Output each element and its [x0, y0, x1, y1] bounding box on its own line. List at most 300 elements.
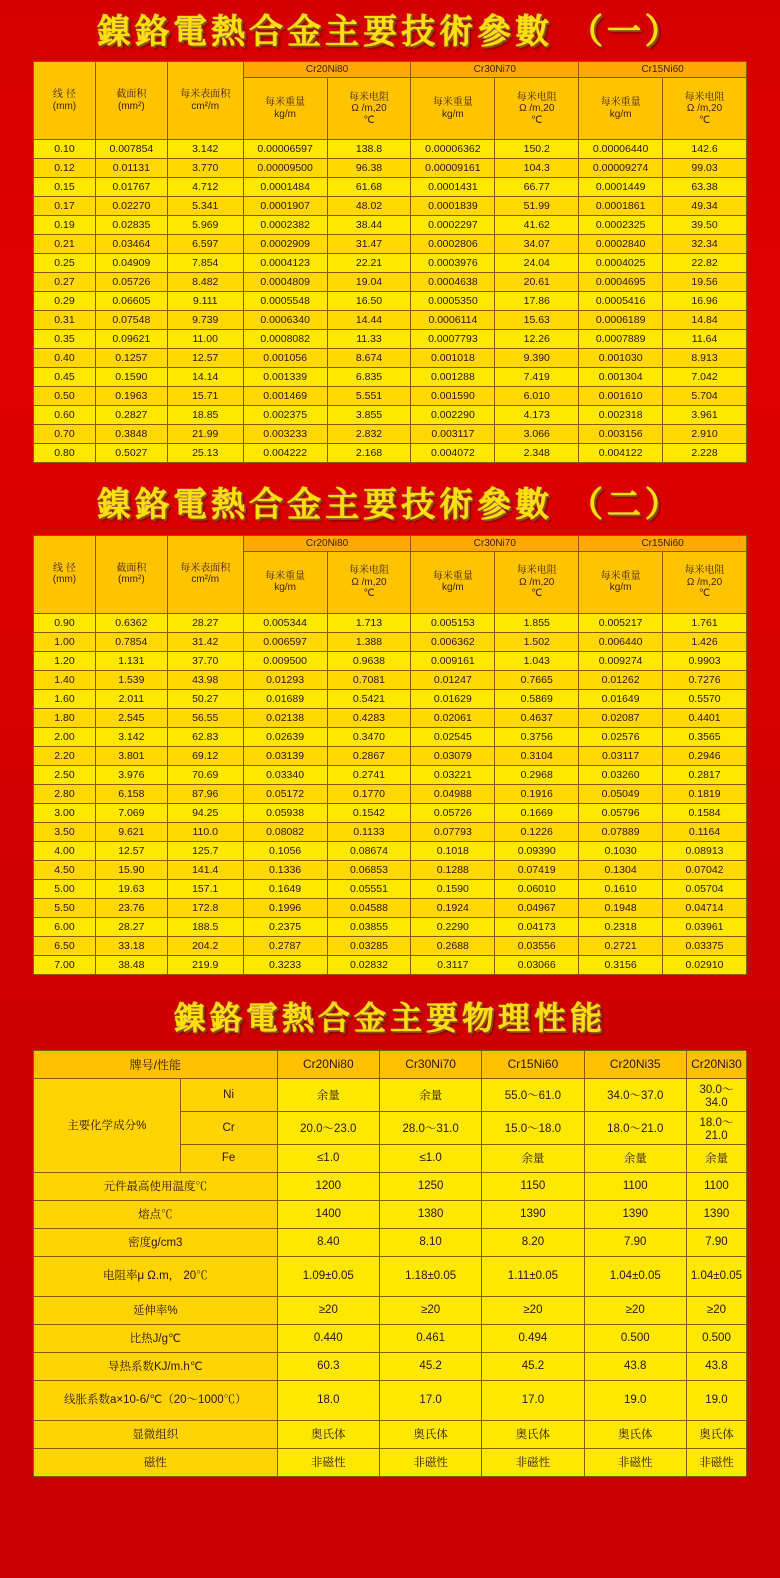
header-resistance-3-line3: ℃: [698, 114, 711, 126]
table-cell: 0.0002382: [243, 216, 327, 235]
table-cell: 16.50: [327, 292, 411, 311]
table-cell: 0.1948: [579, 898, 663, 917]
table-row: [34, 955, 747, 974]
table-cell: 0.05172: [243, 784, 327, 803]
table-cell: 7.854: [167, 254, 243, 273]
table-cell: 0.04714: [663, 898, 747, 917]
table-cell: 0.2290: [411, 917, 495, 936]
header-surface-line1: 每米表面积: [180, 89, 231, 101]
table-cell: 0.7665: [495, 670, 579, 689]
header-resistance-1: [327, 78, 411, 140]
table-cell: 219.9: [167, 955, 243, 974]
cell-diameter: 0.19: [34, 216, 96, 235]
table-cell: 6.158: [95, 784, 167, 803]
table-cell: 9.111: [167, 292, 243, 311]
header2-weight-3-line1: 每米重量: [600, 570, 641, 582]
table-cell: 2.832: [327, 425, 411, 444]
table-row: [34, 917, 747, 936]
cell-diameter: 1.00: [34, 632, 96, 651]
header2-res-3-line1: 每米电阻: [684, 565, 725, 577]
table-cell: 0.1610: [579, 879, 663, 898]
table-cell: 非磁性: [379, 1448, 481, 1476]
table-cell: 2.011: [95, 689, 167, 708]
table-cell: 0.0001861: [579, 197, 663, 216]
table-cell: 0.1649: [243, 879, 327, 898]
cell-diameter: 0.21: [34, 235, 96, 254]
table-cell: 104.3: [495, 159, 579, 178]
table-cell: 188.5: [167, 917, 243, 936]
table-cell: 56.55: [167, 708, 243, 727]
table-cell: 0.001304: [579, 368, 663, 387]
table-row: [34, 1078, 747, 1111]
table-cell: 0.01767: [95, 178, 167, 197]
table-cell: 1390: [686, 1200, 746, 1228]
table-cell: 0.440: [277, 1324, 379, 1352]
table-row: [34, 1256, 747, 1296]
table-cell: 奥氏体: [482, 1420, 584, 1448]
table-cell: 0.00006362: [411, 140, 495, 159]
table-cell: 0.494: [482, 1324, 584, 1352]
table-cell: 0.1133: [327, 822, 411, 841]
table3-body: [34, 1050, 747, 1476]
table-cell: 0.00006440: [579, 140, 663, 159]
table-cell: 0.06853: [327, 860, 411, 879]
table-cell: 0.03117: [579, 746, 663, 765]
header2-res-2-line3: ℃: [531, 588, 543, 600]
table-row: [34, 936, 747, 955]
table-cell: 0.06605: [95, 292, 167, 311]
table-cell: 22.82: [663, 254, 747, 273]
table-cell: 0.03221: [411, 765, 495, 784]
table-cell: 38.44: [327, 216, 411, 235]
table-cell: 6.010: [495, 387, 579, 406]
table-cell: 0.005217: [579, 613, 663, 632]
header-resistance-2-line2: Ω /m,20: [519, 103, 555, 115]
table-cell: 0.1226: [495, 822, 579, 841]
table-cell: 0.07042: [663, 860, 747, 879]
table-cell: 0.05049: [579, 784, 663, 803]
table-cell: 0.02270: [95, 197, 167, 216]
table-cell: 0.01262: [579, 670, 663, 689]
table-cell: 0.009161: [411, 651, 495, 670]
header-resistance-2: [495, 551, 579, 613]
header2-res-2-line1: 每米电阻: [516, 565, 557, 577]
table-cell: 94.25: [167, 803, 243, 822]
table-cell: 6.597: [167, 235, 243, 254]
table-row: [34, 311, 747, 330]
table-cell: 8.10: [379, 1228, 481, 1256]
header-weight-3: [579, 78, 663, 140]
table-cell: 45.2: [379, 1352, 481, 1380]
table-cell: 0.1542: [327, 803, 411, 822]
table-cell: 1400: [277, 1200, 379, 1228]
table-cell: 1.761: [663, 613, 747, 632]
row-label: 元件最高使用温度℃: [34, 1172, 278, 1200]
table-cell: 0.3848: [95, 425, 167, 444]
table-row: [34, 784, 747, 803]
header-group-cr30ni70: Cr30Ni70: [411, 62, 579, 78]
header-weight-2-line1: 每米重量: [432, 97, 473, 109]
table-cell: 9.390: [495, 349, 579, 368]
table-cell: 0.4283: [327, 708, 411, 727]
row-label: 电阻率μ Ω.m， 20℃: [34, 1256, 278, 1296]
table-cell: 19.0: [686, 1380, 746, 1420]
table-cell: 172.8: [167, 898, 243, 917]
row-label: 导热系数KJ/m.h℃: [34, 1352, 278, 1380]
header-group-cr15ni60: Cr15Ni60: [579, 535, 747, 551]
header-diameter-line1: 线 径: [53, 89, 76, 101]
header2-surface-line1: 每米表面积: [180, 562, 231, 574]
table-cell: 0.7854: [95, 632, 167, 651]
table-cell: 0.4637: [495, 708, 579, 727]
cell-diameter: 0.60: [34, 406, 96, 425]
header2-area-line1: 截面积: [116, 562, 147, 574]
row-label-element-fe: Fe: [180, 1144, 277, 1172]
table-cell: 0.461: [379, 1324, 481, 1352]
table-cell: 1200: [277, 1172, 379, 1200]
table-row: [34, 140, 747, 159]
table-cell: 0.0004638: [411, 273, 495, 292]
table-cell: 0.1924: [411, 898, 495, 917]
row-label-element-ni: Ni: [180, 1078, 277, 1111]
table-row: [34, 1380, 747, 1420]
table-cell: 87.96: [167, 784, 243, 803]
table-cell: 19.63: [95, 879, 167, 898]
table-cell: 0.02835: [95, 216, 167, 235]
table-cell: 18.0～21.0: [686, 1111, 746, 1144]
table-cell: 0.07793: [411, 822, 495, 841]
cell-diameter: 4.50: [34, 860, 96, 879]
table-cell: 34.0～37.0: [584, 1078, 686, 1111]
table-cell: 0.0002840: [579, 235, 663, 254]
table-cell: 0.0005416: [579, 292, 663, 311]
table-cell: 8.20: [482, 1228, 584, 1256]
table-cell: 0.2787: [243, 936, 327, 955]
table-cell: 0.1257: [95, 349, 167, 368]
table-cell: 0.1584: [663, 803, 747, 822]
table-cell: 0.003156: [579, 425, 663, 444]
table-cell: 0.03260: [579, 765, 663, 784]
table-cell: 0.01629: [411, 689, 495, 708]
table-cell: 0.02061: [411, 708, 495, 727]
table-cell: 0.0006340: [243, 311, 327, 330]
table-cell: 余量: [482, 1144, 584, 1172]
table-cell: 15.63: [495, 311, 579, 330]
table-cell: 2.228: [663, 444, 747, 463]
table-cell: 14.44: [327, 311, 411, 330]
header-resistance-3: [663, 551, 747, 613]
header-resistance-1-line1: 每米电阻: [349, 91, 389, 103]
header-resistance-3: [663, 78, 747, 140]
table-cell: 0.1336: [243, 860, 327, 879]
table-cell: 8.913: [663, 349, 747, 368]
table-cell: 0.04173: [495, 917, 579, 936]
table-cell: 0.0005350: [411, 292, 495, 311]
header-group-cr15ni60: Cr15Ni60: [579, 62, 747, 78]
table-cell: 0.009500: [243, 651, 327, 670]
table-row: [34, 292, 747, 311]
table-cell: 141.4: [167, 860, 243, 879]
table-row: [34, 1324, 747, 1352]
table-cell: 1.18±0.05: [379, 1256, 481, 1296]
header2-surface-line2: cm²/m: [191, 574, 220, 586]
table-row: [34, 425, 747, 444]
table-cell: 0.0004025: [579, 254, 663, 273]
table-cell: 25.13: [167, 444, 243, 463]
table-row: [34, 1200, 747, 1228]
table-cell: 0.01293: [243, 670, 327, 689]
table-cell: 138.8: [327, 140, 411, 159]
header-diameter: [34, 535, 96, 613]
table-cell: 0.2968: [495, 765, 579, 784]
table-cell: 17.86: [495, 292, 579, 311]
table-cell: 38.48: [95, 955, 167, 974]
cell-diameter: 1.60: [34, 689, 96, 708]
table-cell: 11.64: [663, 330, 747, 349]
header2-weight-3-line2: kg/m: [609, 582, 632, 594]
table-cell: 16.96: [663, 292, 747, 311]
table-row: [34, 235, 747, 254]
table-cell: 31.42: [167, 632, 243, 651]
table-cell: 0.0002325: [579, 216, 663, 235]
table-cell: 0.002375: [243, 406, 327, 425]
table-cell: 5.969: [167, 216, 243, 235]
table-cell: 99.03: [663, 159, 747, 178]
table-cell: 96.38: [327, 159, 411, 178]
table-row: [34, 898, 747, 917]
table-cell: 34.07: [495, 235, 579, 254]
table-row: [34, 216, 747, 235]
table-cell: 0.03066: [495, 955, 579, 974]
table-cell: 17.0: [379, 1380, 481, 1420]
table-cell: 0.0006114: [411, 311, 495, 330]
table-row: [34, 1228, 747, 1256]
table-row: [34, 879, 747, 898]
table-cell: 0.02910: [663, 955, 747, 974]
table-cell: 0.03340: [243, 765, 327, 784]
cell-diameter: 1.40: [34, 670, 96, 689]
header2-weight-2-line2: kg/m: [442, 582, 464, 594]
table-header-row: [34, 1050, 747, 1078]
table-cell: 0.7276: [663, 670, 747, 689]
cell-diameter: 2.50: [34, 765, 96, 784]
table-cell: 0.05726: [411, 803, 495, 822]
table-cell: 0.1056: [243, 841, 327, 860]
table-cell: 0.4401: [663, 708, 747, 727]
table-cell: 0.2867: [327, 746, 411, 765]
table-cell: 0.0003976: [411, 254, 495, 273]
table-cell: 奥氏体: [277, 1420, 379, 1448]
table-cell: 0.3117: [411, 955, 495, 974]
table-cell: 0.08674: [327, 841, 411, 860]
table-cell: 22.21: [327, 254, 411, 273]
table-cell: 5.341: [167, 197, 243, 216]
table-cell: 12.57: [95, 841, 167, 860]
header-resistance-2: [495, 78, 579, 140]
table-cell: 41.62: [495, 216, 579, 235]
table-cell: 69.12: [167, 746, 243, 765]
cell-diameter: 0.90: [34, 613, 96, 632]
table-cell: 0.0001449: [579, 178, 663, 197]
table-cell: 19.56: [663, 273, 747, 292]
table-cell: 1.09±0.05: [277, 1256, 379, 1296]
table-cell: 7.419: [495, 368, 579, 387]
table-cell: 60.3: [277, 1352, 379, 1380]
table-cell: 0.3756: [495, 727, 579, 746]
table-cell: 8.482: [167, 273, 243, 292]
table-cell: 0.0001484: [243, 178, 327, 197]
table-cell: 0.1288: [411, 860, 495, 879]
table-cell: 3.142: [95, 727, 167, 746]
table-cell: 奥氏体: [379, 1420, 481, 1448]
table-cell: 1.388: [327, 632, 411, 651]
cell-diameter: 0.27: [34, 273, 96, 292]
header-weight-3-line2: kg/m: [609, 108, 632, 120]
table-cell: 0.0001839: [411, 197, 495, 216]
header2-res-3-line2: Ω /m,20: [686, 576, 723, 588]
table-cell: 55.0～61.0: [482, 1078, 584, 1111]
table-cell: 0.1590: [95, 368, 167, 387]
table-row: [34, 613, 747, 632]
table-cell: 0.2688: [411, 936, 495, 955]
table-row: [34, 1420, 747, 1448]
cell-diameter: 0.80: [34, 444, 96, 463]
table-cell: 0.004122: [579, 444, 663, 463]
table-cell: 0.01649: [579, 689, 663, 708]
table-cell: 1380: [379, 1200, 481, 1228]
table-cell: 非磁性: [584, 1448, 686, 1476]
table-cell: 28.27: [167, 613, 243, 632]
table-cell: 43.8: [686, 1352, 746, 1380]
table-row: [34, 860, 747, 879]
table-cell: 0.3104: [495, 746, 579, 765]
cell-diameter: 0.10: [34, 140, 96, 159]
table-cell: 9.621: [95, 822, 167, 841]
table-cell: 0.03285: [327, 936, 411, 955]
table-cell: 0.2741: [327, 765, 411, 784]
table-cell: 11.00: [167, 330, 243, 349]
header-group-cr20ni80: Cr20Ni80: [243, 535, 411, 551]
table-cell: 0.0001907: [243, 197, 327, 216]
table-cell: 0.006597: [243, 632, 327, 651]
table-cell: 3.770: [167, 159, 243, 178]
table-cell: 0.001339: [243, 368, 327, 387]
table-cell: 0.03464: [95, 235, 167, 254]
wire-parameters-table-1: [33, 61, 747, 463]
table-cell: 0.03079: [411, 746, 495, 765]
table-cell: 0.001056: [243, 349, 327, 368]
table2-head: [34, 535, 747, 613]
table-cell: 0.09621: [95, 330, 167, 349]
table-cell: 0.0007793: [411, 330, 495, 349]
table-row: [34, 273, 747, 292]
table-cell: 0.00009274: [579, 159, 663, 178]
row-label: 线胀系数a×10-6/℃（20～1000℃）: [34, 1380, 278, 1420]
table-cell: 23.76: [95, 898, 167, 917]
cell-diameter: 1.20: [34, 651, 96, 670]
cell-diameter: 1.80: [34, 708, 96, 727]
table-cell: 0.09390: [495, 841, 579, 860]
table-cell: 204.2: [167, 936, 243, 955]
table-cell: 0.001030: [579, 349, 663, 368]
table-cell: 66.77: [495, 178, 579, 197]
table-cell: 62.83: [167, 727, 243, 746]
cell-diameter: 6.50: [34, 936, 96, 955]
table-cell: 0.0005548: [243, 292, 327, 311]
table-cell: 61.68: [327, 178, 411, 197]
table-cell: 0.00006597: [243, 140, 327, 159]
table-cell: 0.3565: [663, 727, 747, 746]
header-diameter-line2: (mm): [52, 100, 77, 112]
table-cell: 0.1018: [411, 841, 495, 860]
table-cell: ≥20: [482, 1296, 584, 1324]
table-row: [34, 1172, 747, 1200]
table-row: [34, 330, 747, 349]
table-cell: 3.976: [95, 765, 167, 784]
table-cell: 45.2: [482, 1352, 584, 1380]
table-cell: 0.02138: [243, 708, 327, 727]
cell-diameter: 6.00: [34, 917, 96, 936]
header-resistance-1-line3: ℃: [363, 114, 375, 126]
table-cell: 0.05796: [579, 803, 663, 822]
table-cell: 15.0～18.0: [482, 1111, 584, 1144]
table-cell: 4.173: [495, 406, 579, 425]
table-cell: 18.85: [167, 406, 243, 425]
table-row: [34, 368, 747, 387]
table1-head: [34, 62, 747, 140]
table-row: [34, 178, 747, 197]
table-cell: 49.34: [663, 197, 747, 216]
table-cell: ≥20: [277, 1296, 379, 1324]
table-cell: 0.01689: [243, 689, 327, 708]
table-cell: 1100: [686, 1172, 746, 1200]
table-cell: 0.04588: [327, 898, 411, 917]
table-cell: 28.0～31.0: [379, 1111, 481, 1144]
table-cell: 3.855: [327, 406, 411, 425]
table-cell: 43.8: [584, 1352, 686, 1380]
cell-diameter: 0.45: [34, 368, 96, 387]
table-row: [34, 1296, 747, 1324]
table-cell: 0.0007889: [579, 330, 663, 349]
table-cell: 0.03855: [327, 917, 411, 936]
table-cell: 1.855: [495, 613, 579, 632]
table2-body: [34, 613, 747, 974]
table-cell: 0.002290: [411, 406, 495, 425]
table-cell: 2.348: [495, 444, 579, 463]
header-grade-cr20ni30: Cr20Ni30: [686, 1050, 746, 1078]
header-area: [95, 62, 167, 140]
header2-res-1-line1: 每米电阻: [348, 565, 389, 577]
table-cell: 0.05551: [327, 879, 411, 898]
table-cell: 63.38: [663, 178, 747, 197]
header-weight-2: [411, 551, 495, 613]
table-cell: 0.5869: [495, 689, 579, 708]
cell-diameter: 5.00: [34, 879, 96, 898]
table-cell: 0.2375: [243, 917, 327, 936]
table-cell: 3.961: [663, 406, 747, 425]
table-cell: 0.08913: [663, 841, 747, 860]
table-cell: 20.0～23.0: [277, 1111, 379, 1144]
table-cell: 0.001469: [243, 387, 327, 406]
header-area-line1: 截面积: [116, 89, 147, 101]
table-cell: 43.98: [167, 670, 243, 689]
table-cell: 11.33: [327, 330, 411, 349]
table-cell: 0.01131: [95, 159, 167, 178]
table-cell: 0.2318: [579, 917, 663, 936]
cell-diameter: 3.00: [34, 803, 96, 822]
cell-diameter: 0.25: [34, 254, 96, 273]
table-cell: 17.0: [482, 1380, 584, 1420]
